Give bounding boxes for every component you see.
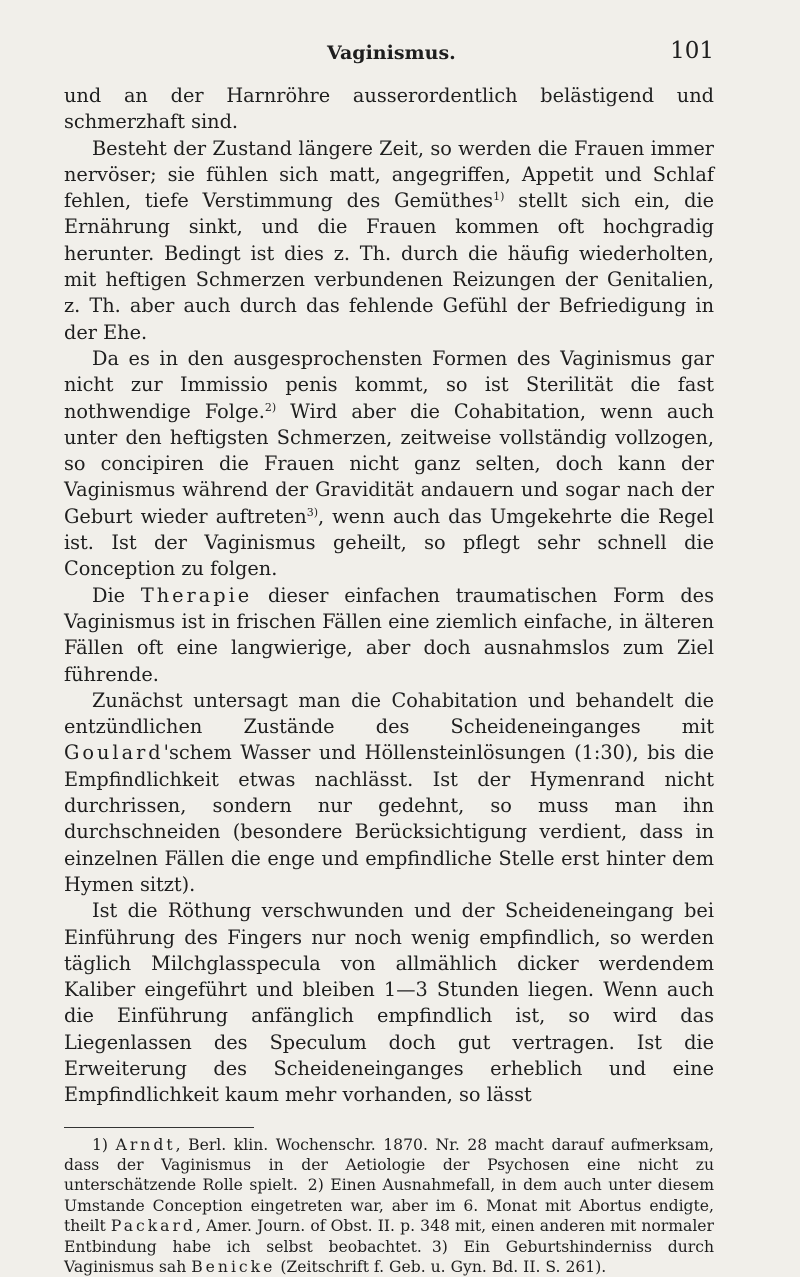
paragraph-2-text-a: Besteht der Zustand längere Zeit, so werden die Frauen immer nervöser; sie fühlen sich matt, angegriffen, Appetit und Schlaf fehlen, tiefe Verstimmung des Gemüthes: [64, 136, 714, 213]
footnote-3-author: Benicke: [191, 1258, 276, 1277]
footnote-1-marker: 1): [92, 1135, 109, 1154]
footnote-1-text: , Berl. klin. Wochenschr. 1870. Nr. 28 macht darauf aufmerksam, dass der Vaginismus in der Aetiologie der Psychosen eine nicht zu unterschätzende Rolle spielt.: [64, 1135, 714, 1195]
footnote-divider: [64, 1127, 254, 1128]
paragraph-3-text-c: , wenn auch das Umgekehrte die Regel ist. Ist der Vaginismus geheilt, so pflegt sehr schnell die Conception zu folgen.: [64, 504, 714, 581]
paragraph-4-text-pre: Die: [92, 583, 141, 607]
paragraph-2-text-b: stellt sich ein, die Ernährung sinkt, und die Frauen kommen oft hochgradig herunter. Bedingt ist dies z. Th. durch die häufig wiederholten, mit heftigen Schmerzen verbundenen Reizungen der Genitalien, z. Th. aber auch durch das fehlende Gefühl der Befriedigung in der Ehe.: [64, 189, 714, 344]
paragraph-5: [64, 688, 714, 898]
paragraph-4-text-post: dieser einfachen traumatischen Form des Vaginismus ist in frischen Fällen eine ziemlich einfache, in älteren Fällen oft eine langwierige, aber doch ausnahmslos zum Ziel führende.: [64, 583, 714, 686]
emphasis-therapie: Therapie: [140, 583, 253, 607]
paragraph-5-text-post: 'schem Wasser und Höllensteinlösungen (1:30), bis die Empfindlichkeit etwas nachlässt. Ist der Hymenrand nicht durchrissen, sondern nur gedehnt, so muss man ihn durchschneiden (besondere Berücksichtigung verdient, dass in einzelnen Fällen die enge und empfindliche Stelle erst hinter dem Hymen sitzt).: [64, 741, 714, 896]
paragraph-3-text-a: Da es in den ausgesprochensten Formen des Vaginismus gar nicht zur Immissio penis kommt, so ist Sterilität die fast nothwendige Folge.: [64, 346, 714, 423]
running-title: Vaginismus.: [327, 42, 456, 64]
emphasis-goulard: Goulard: [64, 741, 164, 765]
paragraph-2: [64, 136, 714, 346]
footnote-block: [64, 1135, 714, 1277]
footnote-2-text-b: , Amer. Journ. of Obst. II. p. 348 mit, einen anderen mit normaler Entbindung habe ich selbst beobachtet.: [64, 1217, 714, 1256]
footnotes: [64, 1135, 714, 1277]
footnote-3-text-b: (Zeitschrift f. Geb. u. Gyn. Bd. II. S. 261).: [275, 1258, 607, 1277]
page-number: 101: [670, 38, 714, 64]
footnote-ref-3: 3): [306, 505, 318, 519]
book-page: [64, 36, 714, 1277]
paragraph-1-text: und an der Harnröhre ausserordentlich belästigend und schmerzhaft sind.: [64, 84, 714, 134]
footnote-3-marker: 3): [431, 1237, 448, 1256]
footnote-2-author: Packard: [110, 1217, 196, 1236]
footnote-1-author: Arndt: [115, 1135, 176, 1154]
paragraph-3: [64, 346, 714, 583]
paragraph-1: [64, 83, 714, 136]
paragraph-6-text: Ist die Röthung verschwunden und der Scheideneingang bei Einführung des Fingers nur noch wenig empfindlich, so werden täglich Milchglasspecula von allmählich dicker werdendem Kaliber eingeführt und bleiben 1—3 Stunden liegen. Wenn auch die Einführung anfänglich empfindlich ist, so wird das Liegenlassen des Speculum doch gut vertragen. Ist die Erweiterung des Scheideneinganges erheblich und eine Empfindlichkeit kaum mehr vorhanden, so lässt: [64, 899, 714, 1107]
page-header: [64, 36, 714, 70]
footnote-2-text-a: Einen Ausnahmefall, in dem auch unter diesem Umstande Conception eingetreten war, aber im 6. Monat mit Abortus endigte, theilt: [64, 1176, 715, 1236]
body-text: [64, 83, 714, 1109]
footnote-3-text-a: Ein Geburtshinderniss durch Vaginismus sah: [64, 1237, 714, 1277]
footnote-2-marker: 2): [307, 1176, 324, 1195]
paragraph-6: [64, 898, 714, 1108]
paragraph-3-text-b: Wird aber die Cohabitation, wenn auch unter den heftigsten Schmerzen, zeitweise vollständig vollzogen, so concipiren die Frauen nicht ganz selten, doch kann der Vaginismus während der Gravidität andauern und sogar nach der Geburt wieder auftreten: [64, 399, 714, 528]
paragraph-5-text-pre: Zunächst untersagt man die Cohabitation und behandelt die entzündlichen Zustände des Scheideneinganges mit: [64, 688, 714, 739]
footnote-ref-1: 1): [493, 190, 505, 204]
paragraph-4: [64, 583, 714, 688]
footnote-ref-2: 2): [264, 400, 277, 414]
